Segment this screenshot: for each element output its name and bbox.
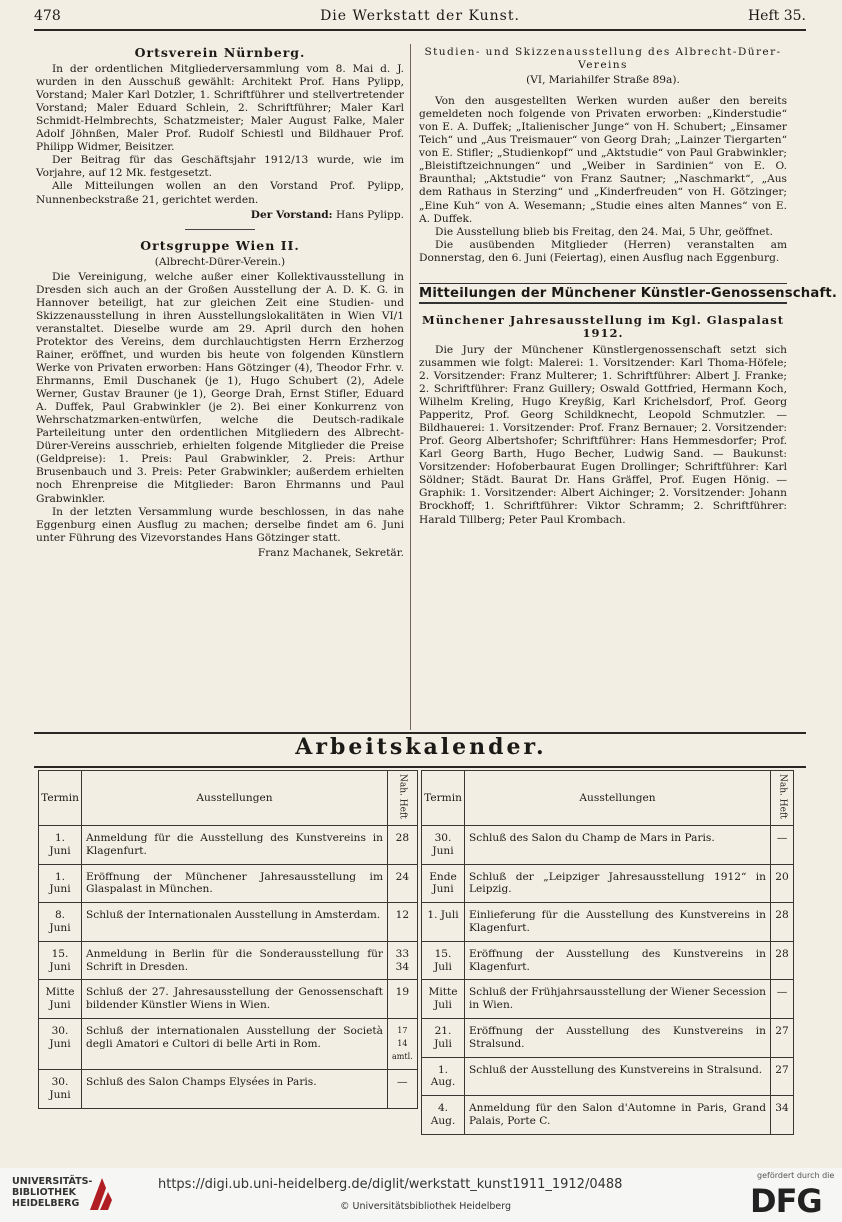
row-text: Schluß der Internationalen Ausstellung in Amsterdam. [82, 903, 388, 942]
row-date: 8. Juni [39, 903, 82, 942]
nuernberg-signature [36, 209, 404, 222]
table-header-row [422, 771, 794, 826]
library-line-2: BIBLIOTHEK [12, 1187, 76, 1198]
row-ref: 19 [388, 980, 418, 1019]
wien-para-2: In der letzten Versammlung wurde beschlossen, in das nahe Eggenburg einen Ausflug zu machen; derselbe findet am 6. Juni unter Führung des Vizevorstandes Hans Götzinger statt. [36, 505, 404, 544]
row-ref: — [771, 980, 794, 1019]
row-ref: 34 [771, 1096, 794, 1135]
table-row [39, 826, 418, 865]
signature-name: Hans Pylipp. [335, 208, 404, 221]
column-header-date: Termin [422, 771, 465, 826]
table-row [39, 941, 418, 980]
library-name [12, 1176, 92, 1209]
row-date: Mitte Juni [39, 980, 82, 1019]
row-date: 1. Aug. [422, 1057, 465, 1096]
wien-subtitle: (Albrecht-Dürer-Verein.) [154, 255, 286, 268]
copyright-notice: © Universitätsbibliothek Heidelberg [340, 1201, 512, 1212]
row-ref: 28 [771, 941, 794, 980]
row-date: Mitte Juli [422, 980, 465, 1019]
row-ref: — [771, 826, 794, 865]
column-header-ref: Nah. Heft [771, 771, 794, 826]
column-header-ref: Nah. Heft [388, 771, 418, 826]
row-ref: 17 14 amtl. [388, 1018, 418, 1069]
library-logo-icon [86, 1174, 116, 1214]
library-line-3: HEIDELBERG [12, 1198, 80, 1209]
header-rule [34, 29, 806, 31]
row-text: Schluß des Salon Champs Elysées in Paris. [82, 1070, 388, 1109]
table-row [39, 864, 418, 903]
table-row [422, 903, 794, 942]
left-column [36, 46, 404, 560]
purchases-paragraph: Von den ausgestellten Werken wurden außer den bereits gemeldeten noch folgende von Privaten erworben: „Kinderstudie“ von E. A. Duffek; „Italienischer Junge“ von H. Schubert; „Einsamer Teich“ und „Aus Treismauer“ von Georg Drah; „Lainzer Tiergarten“ von E. Stifler; „Studienkopf“ und „Aktstudie“ von Paul Grabwinkler; „Bleistiftzeichnungen“ und „Weiber in Sardinien“ von E. O. Braunthal; „Aktstudie“ von Franz Sautner; „Naschmarkt“, „Aus dem Rathaus in Sterzing“ und „Kinderfreuden“ von H. Götzinger; „Eine Kuh“ von A. Wesemann; „Studie eines alten Mannes“ von E. A. Duffek. [419, 95, 787, 225]
right-column [419, 46, 838, 527]
row-text: Eröffnung der Münchener Jahresausstellung im Glaspalast in München. [82, 864, 388, 903]
section-title-bar: Mitteilungen der Münchener Künstler-Genossenschaft. [419, 283, 787, 304]
row-ref: 28 [388, 826, 418, 865]
row-date: 21. Juli [422, 1018, 465, 1057]
wien-signature: Franz Machanek, Sekretär. [257, 546, 404, 559]
row-text: Eröffnung der Ausstellung des Kunstvereins in Klagenfurt. [465, 941, 771, 980]
running-head [34, 8, 806, 30]
row-date: 30. Juni [39, 1018, 82, 1069]
calendar-title: Arbeitskalender. [295, 734, 547, 760]
column-header-exhibitions: Ausstellungen [82, 771, 388, 826]
funded-by-label: gefördert durch die [757, 1171, 835, 1180]
row-ref: 33 34 [388, 941, 418, 980]
column-header-exhibitions: Ausstellungen [465, 771, 771, 826]
table-header-row [39, 771, 418, 826]
row-text: Schluß der internationalen Ausstellung der Società degli Amatori e Cultori di belle Arti in Rom. [82, 1018, 388, 1069]
table-row [422, 826, 794, 865]
table-row [422, 1096, 794, 1135]
glaspalast-title: Münchener Jahresausstellung im Kgl. Glaspalast 1912. [421, 312, 785, 340]
row-date: 30. Juni [422, 826, 465, 865]
table-row [422, 1057, 794, 1096]
exhibition-heading: Studien- und Skizzenausstellung des Albrecht-Dürer-Vereins [424, 46, 782, 72]
permalink-url[interactable]: https://digi.ub.uni-heidelberg.de/diglit/werkstatt_kunst1911_1912/0488 [158, 1177, 623, 1192]
row-text: Anmeldung in Berlin für die Sonderausstellung für Schrift in Dresden. [82, 941, 388, 980]
table-row [39, 903, 418, 942]
library-line-1: UNIVERSITÄTS- [12, 1176, 93, 1187]
row-text: Schluß der Ausstellung des Kunstvereins in Stralsund. [465, 1057, 771, 1096]
row-date: Ende Juni [422, 864, 465, 903]
calendar-table-left [38, 770, 418, 1109]
table-row [39, 980, 418, 1019]
exhibition-address: (VI, Mariahilfer Straße 89a). [526, 74, 680, 87]
row-text: Anmeldung für die Ausstellung des Kunstvereins in Klagenfurt. [82, 826, 388, 865]
viewer-footer [0, 1168, 842, 1222]
nuernberg-title: Ortsverein Nürnberg. [134, 45, 306, 60]
separator-rule [185, 229, 255, 230]
table-row [422, 980, 794, 1019]
row-text: Einlieferung für die Ausstellung des Kunstvereins in Klagenfurt. [465, 903, 771, 942]
column-header-date: Termin [39, 771, 82, 826]
row-date: 15. Juni [39, 941, 82, 980]
closing-paragraph: Die Ausstellung blieb bis Freitag, den 24. Mai, 5 Uhr, geöffnet. [435, 225, 773, 238]
row-text: Anmeldung für den Salon d'Automne in Paris, Grand Palais, Porte C. [465, 1096, 771, 1135]
table-row [422, 941, 794, 980]
journal-title: Die Werkstatt der Kunst. [320, 8, 520, 24]
row-ref: 12 [388, 903, 418, 942]
row-ref: 27 [771, 1018, 794, 1057]
row-date: 1. Juni [39, 826, 82, 865]
row-ref: 27 [771, 1057, 794, 1096]
column-divider [410, 44, 411, 730]
nuernberg-para-1: In der ordentlichen Mitgliederversammlung vom 8. Mai d. J. wurden in den Ausschuß gewählt: Architekt Prof. Hans Pylipp, Vorstand; Maler Karl Dotzler, 1. Schriftführer und stellvertretender Vorstand; Maler Eduard Schlein, 2. Schriftführer; Maler Karl Schmidt-Helmbrechts, Schatzmeister; Maler August Falke, Maler Adolf Jöhnßen, Maler Prof. Rudolf Schiestl und Bildhauer Prof. Philipp Widmer, Beisitzer. [36, 63, 404, 154]
issue-number: Heft 35. [747, 8, 806, 24]
row-ref: 20 [771, 864, 794, 903]
row-date: 4. Aug. [422, 1096, 465, 1135]
row-date: 1. Juli [422, 903, 465, 942]
page-number: 478 [34, 8, 61, 24]
signature-label: Der Vorstand: [250, 208, 333, 221]
row-ref: 28 [771, 903, 794, 942]
row-text: Eröffnung der Ausstellung des Kunstvereins in Stralsund. [465, 1018, 771, 1057]
row-date: 1. Juni [39, 864, 82, 903]
excursion-paragraph: Die ausübenden Mitglieder (Herren) veranstalten am Donnerstag, den 6. Juni (Feiertag), einen Ausflug nach Eggenburg. [419, 238, 787, 264]
row-text: Schluß der „Leipziger Jahresausstellung 1912“ in Leipzig. [465, 864, 771, 903]
nuernberg-para-2: Der Beitrag für das Geschäftsjahr 1912/13 wurde, wie im Vorjahre, auf 12 Mk. festgesetzt. [36, 154, 404, 180]
table-row [39, 1070, 418, 1109]
table-row [422, 864, 794, 903]
row-text: Schluß der Frühjahrsausstellung der Wiener Secession in Wien. [465, 980, 771, 1019]
jury-paragraph: Die Jury der Münchener Künstlergenossenschaft setzt sich zusammen wie folgt: Malerei: 1. Vorsitzender: Karl Thoma-Höfele; 2. Vorsitzender: Franz Multerer; 1. Schriftführer: Albert J. Franke; 2. Schriftführer: Franz Guillery; Oswald Gottfried, Hermann Koch, Wilhelm Kreling, Hugo Kreyßig, Karl Krichelsdorf, Prof. Georg Papperitz, Prof. Georg Schildknecht, Leopold Schmutzler. — Bildhauerei: 1. Vorsitzender: Prof. Franz Bernauer; 2. Vorsitzender: Prof. Georg Albertshofer; Schriftführer: Hans Hemmesdorfer; Prof. Karl Georg Barth, Hugo Becher, Ludwig Sand. — Baukunst: Vorsitzender: Hofoberbaurat Eugen Drollinger; Schriftführer: Karl Söldner; Städt. Baurat Dr. Hans Gräffel, Prof. Eugen Hönig. — Graphik: 1. Vorsitzender: Albert Aichinger; 2. Vorsitzender: Johann Brockhoff; 1. Schriftführer: Viktor Schramm; 2. Schriftführer: Harald Tillberg; Peter Paul Krombach. [419, 343, 787, 526]
table-row [422, 1018, 794, 1057]
row-text: Schluß der 27. Jahresausstellung der Genossenschaft bildender Künstler Wiens in Wien. [82, 980, 388, 1019]
row-date: 30. Juni [39, 1070, 82, 1109]
table-row [39, 1018, 418, 1069]
wien-para-1: Die Vereinigung, welche außer einer Kollektivausstellung in Dresden sich auch an der Großen Ausstellung der A. D. K. G. in Hannover beteiligt, hat zur gleichen Zeit eine Studien- und Skizzenausstellung in ihren Ausstellungslokalitäten in Wien VI/1 veranstaltet. Dieselbe wurde am 29. April durch den hohen Protektor des Vereins, dem durchlauchtigsten Herrn Erzherzog Rainer, eröffnet, und wurden bis heute von folgenden Künstlern Werke von Privaten erworben: Hans Götzinger (4), Theodor Frhr. v. Ehrmanns, Emil Duschanek (je 1), Hugo Schubert (2), Adele Werner, Gustav Brauner (je 1), George Drah, Ernst Stifler, Eduard A. Duffek, Paul Grabwinkler (je 2). Bei einer Konkurrenz von Wehrschatzmarken-entwürfen, welche die Deutsch-radikale Parteileitung unter den ordentlichen Mitgliedern des Albrecht-Dürer-Vereins ausschrieb, erhielten folgende Mitglieder die Preise (Geldpreise): 1. Preis: Paul Grabwinkler, 2. Preis: Arthur Brusenbauch und 3. Preis: Peter Grabwinkler; außerdem erhielten noch Ehrenpreise die Mitglieder: Baron Ehrmanns und Paul Grabwinkler. [36, 270, 404, 505]
nuernberg-para-3: Alle Mitteilungen wollen an den Vorstand Prof. Pylipp, Nunnenbeckstraße 21, gerichtet werden. [36, 180, 404, 206]
row-ref: — [388, 1070, 418, 1109]
dfg-logo: DFG [750, 1182, 822, 1220]
row-ref: 24 [388, 864, 418, 903]
wien-title: Ortsgruppe Wien II. [140, 237, 300, 253]
row-date: 15. Juli [422, 941, 465, 980]
calendar-bottom-rule [34, 766, 806, 768]
calendar-table-right [421, 770, 794, 1135]
row-text: Schluß des Salon du Champ de Mars in Paris. [465, 826, 771, 865]
